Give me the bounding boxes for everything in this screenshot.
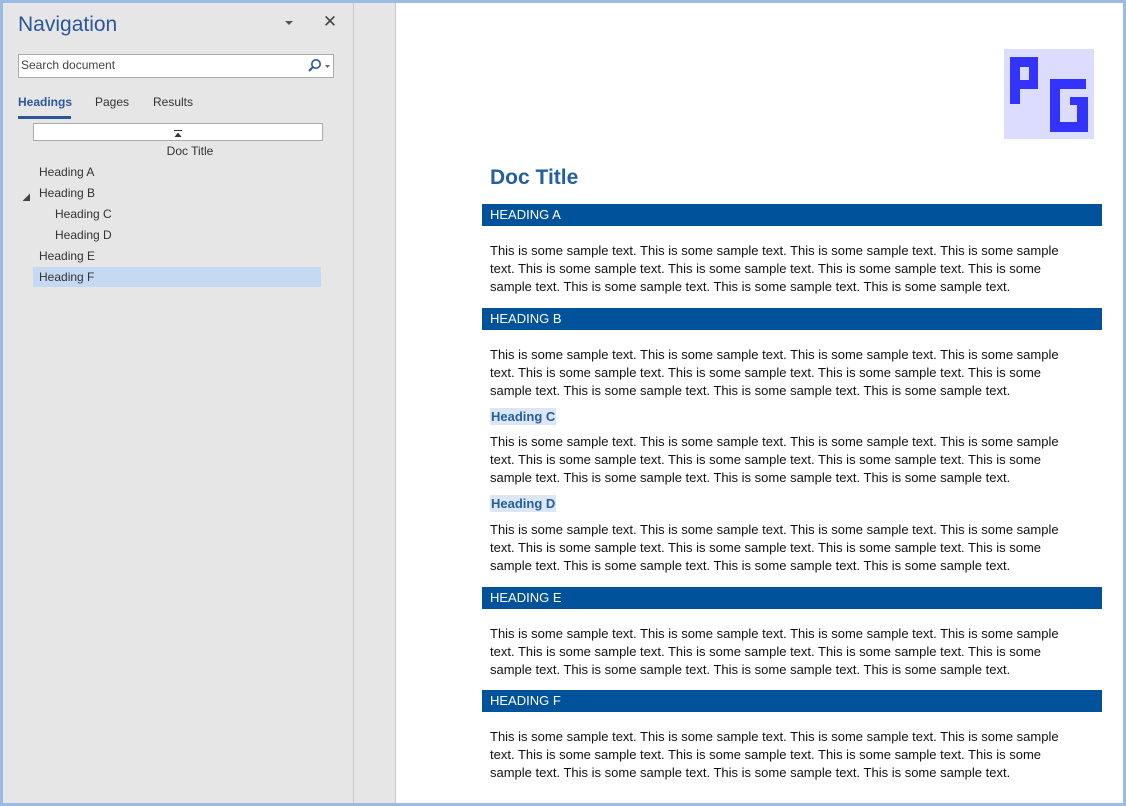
pane-options-dropdown-icon[interactable] [281, 15, 297, 31]
collapse-up-icon [173, 126, 183, 136]
navigation-title: Navigation [18, 13, 118, 36]
page-gutter [354, 3, 396, 803]
body-paragraph: This is some sample text. This is some sample text. This is some sample text. This is some sample text. This is some sample text. This is some sample text. This is some sample text. This is some sample text. This is some sample text. This is some sample text. This is some sample text. [490, 434, 1059, 485]
tree-item-heading-c[interactable]: Heading C [55, 207, 112, 221]
body-paragraph: This is some sample text. This is some sample text. This is some sample text. This is some sample text. This is some sample text. This is some sample text. This is some sample text. This is some sample text. This is some sample text. This is some sample text. This is some sample text. [490, 522, 1059, 573]
tab-headings[interactable]: Headings [18, 95, 73, 109]
document-page[interactable] [396, 3, 1123, 803]
search-box [18, 54, 334, 78]
heading-1-bar: HEADING A [482, 204, 1102, 226]
pg-logo [1004, 49, 1094, 139]
expand-collapse-triangle-icon[interactable] [22, 189, 31, 198]
heading-2: Heading D [491, 496, 556, 511]
tree-item-heading-a[interactable]: Heading A [39, 165, 95, 179]
tree-item-heading-b[interactable]: Heading B [39, 186, 96, 200]
close-icon[interactable]: ✕ [322, 12, 338, 31]
tree-root-doc-title[interactable]: Doc Title [166, 144, 214, 158]
body-paragraph: This is some sample text. This is some sample text. This is some sample text. This is some sample text. This is some sample text. This is some sample text. This is some sample text. This is some sample text. This is some sample text. This is some sample text. This is some sample text. [490, 729, 1059, 780]
heading-1-bar: HEADING E [482, 587, 1102, 609]
body-paragraph: This is some sample text. This is some sample text. This is some sample text. This is some sample text. This is some sample text. This is some sample text. This is some sample text. This is some sample text. This is some sample text. This is some sample text. This is some sample text. [490, 626, 1059, 677]
body-paragraph: This is some sample text. This is some sample text. This is some sample text. This is some sample text. This is some sample text. This is some sample text. This is some sample text. This is some sample text. This is some sample text. This is some sample text. This is some sample text. [490, 243, 1059, 294]
navigation-pane [3, 3, 354, 803]
document-title: Doc Title [490, 166, 579, 189]
search-input[interactable] [21, 56, 299, 74]
word-window [3, 3, 1123, 803]
tab-results[interactable]: Results [153, 95, 194, 109]
tab-pages[interactable]: Pages [95, 95, 130, 109]
heading-2: Heading C [491, 409, 556, 424]
body-paragraph: This is some sample text. This is some sample text. This is some sample text. This is some sample text. This is some sample text. This is some sample text. This is some sample text. This is some sample text. This is some sample text. This is some sample text. This is some sample text. [490, 347, 1059, 398]
tree-item-heading-e[interactable]: Heading E [39, 249, 96, 263]
heading-1-bar: HEADING B [482, 308, 1102, 330]
active-tab-indicator [18, 116, 71, 119]
heading-1-bar: HEADING F [482, 690, 1102, 712]
tree-item-heading-f[interactable]: Heading F [33, 267, 321, 287]
collapse-all-button[interactable] [33, 123, 323, 141]
tree-item-heading-d[interactable]: Heading D [55, 228, 112, 242]
search-icon[interactable] [304, 57, 332, 75]
